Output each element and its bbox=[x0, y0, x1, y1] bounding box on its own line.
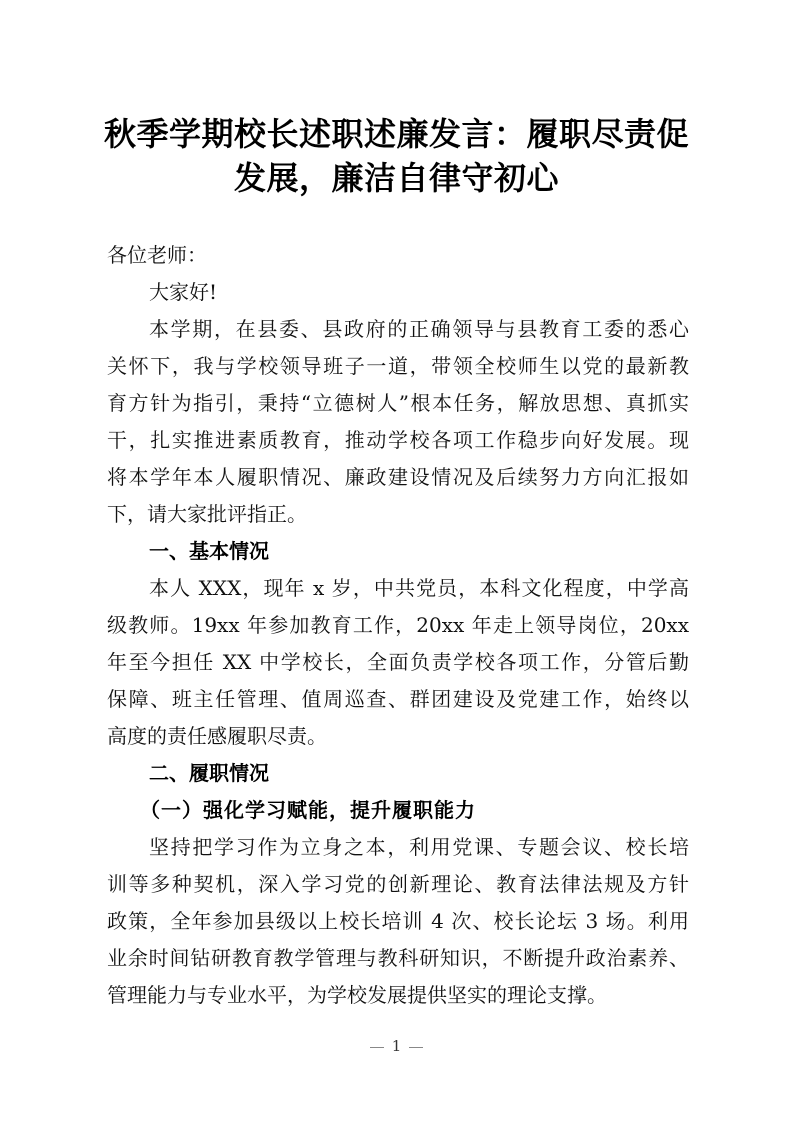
section1-line: 年至今担任 XX 中学校长，全面负责学校各项工作，分管后勤 bbox=[107, 650, 689, 674]
intro-line: 将本学年本人履职情况、廉政建设情况及后续努力方向汇报如 bbox=[107, 465, 689, 489]
section-heading-duties: 二、履职情况 bbox=[149, 761, 269, 785]
subsection1-line: 业余时间钻研教育教学管理与教科研知识，不断提升政治素养、 bbox=[107, 946, 689, 970]
document-title-line-2: 发展，廉洁自律守初心 bbox=[233, 159, 559, 197]
page-footer bbox=[0, 1037, 793, 1055]
footer-dash-right bbox=[409, 1047, 423, 1048]
section1-line: 高度的责任感履职尽责。 bbox=[107, 724, 327, 748]
intro-line: 育方针为指引，秉持“立德树人”根本任务，解放思想、真抓实 bbox=[107, 391, 689, 415]
subsection1-line: 坚持把学习作为立身之本，利用党课、专题会议、校长培 bbox=[149, 835, 689, 859]
intro-line: 本学期，在县委、县政府的正确领导与县教育工委的悉心 bbox=[149, 317, 689, 341]
subsection1-line: 训等多种契机，深入学习党的创新理论、教育法律法规及方针 bbox=[107, 872, 689, 896]
footer-dash-left bbox=[370, 1047, 384, 1048]
subsection1-line: 政策，全年参加县级以上校长培训 4 次、校长论坛 3 场。利用 bbox=[107, 909, 689, 933]
page-number: 1 bbox=[391, 1037, 402, 1055]
intro-line: 下，请大家批评指正。 bbox=[107, 502, 307, 526]
salutation: 各位老师： bbox=[107, 243, 207, 267]
intro-line: 干，扎实推进素质教育，推动学校各项工作稳步向好发展。现 bbox=[107, 428, 689, 452]
subsection1-line: 管理能力与专业水平，为学校发展提供坚实的理论支撑。 bbox=[107, 983, 607, 1007]
greeting: 大家好! bbox=[149, 280, 218, 304]
subsection-heading-learning: （一）强化学习赋能，提升履职能力 bbox=[140, 798, 476, 822]
section-heading-basic-info: 一、基本情况 bbox=[149, 539, 269, 563]
section1-line: 保障、班主任管理、值周巡查、群团建设及党建工作，始终以 bbox=[107, 687, 689, 711]
section1-line: 本人 XXX，现年 x 岁，中共党员，本科文化程度，中学高 bbox=[149, 576, 689, 600]
document-title-line-1: 秋季学期校长述职述廉发言：履职尽责促 bbox=[103, 115, 689, 153]
section1-line: 级教师。19xx 年参加教育工作，20xx 年走上领导岗位，20xx bbox=[107, 613, 689, 637]
intro-line: 关怀下，我与学校领导班子一道，带领全校师生以党的最新教 bbox=[107, 354, 689, 378]
